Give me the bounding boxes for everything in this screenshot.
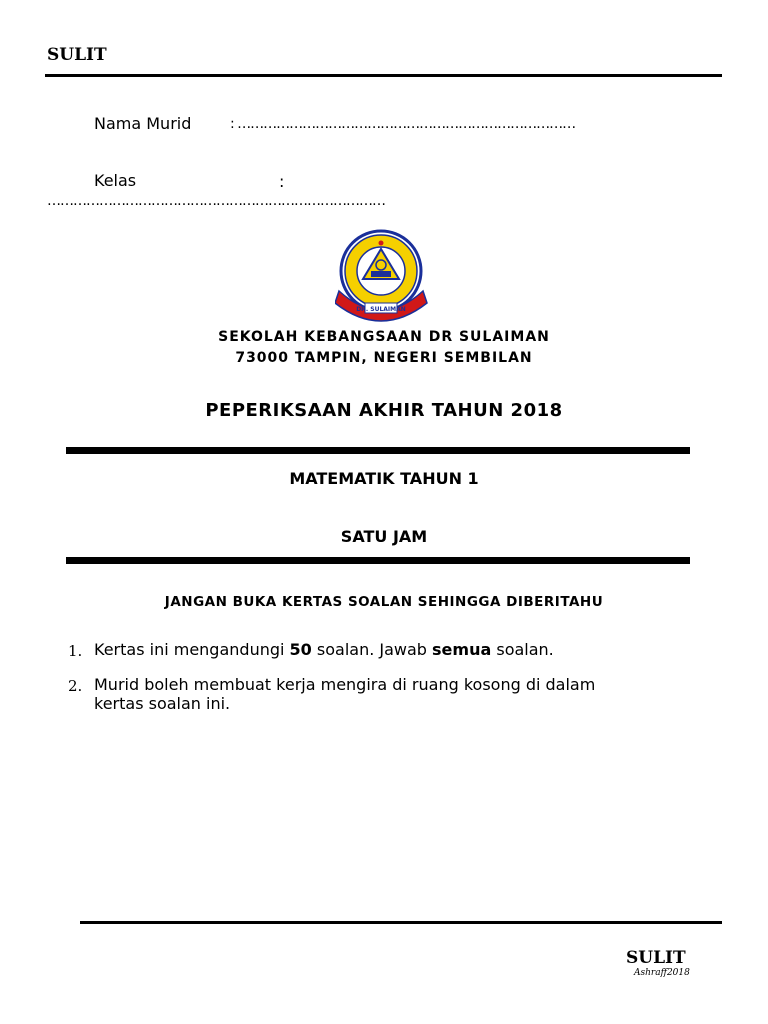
school-name: SEKOLAH KEBANGSAAN DR SULAIMAN — [218, 329, 550, 345]
exam-duration: SATU JAM — [340, 527, 428, 546]
instruction-text: soalan. Jawab — [311, 640, 433, 659]
footer-credit: Ashraff2018 — [634, 968, 690, 978]
instruction-2-line1: Murid boleh membuat kerja mengira di ruang kosong di dalam — [94, 675, 596, 694]
instruction-number: 2. — [68, 677, 83, 695]
class-label: Kelas — [94, 171, 137, 190]
question-count: 50 — [289, 640, 312, 659]
class-colon: : — [279, 172, 285, 191]
class-field[interactable]: …………………………………………………………………… — [47, 193, 385, 209]
name-label: Nama Murid — [94, 114, 192, 133]
answer-all-emphasis: semua — [432, 640, 492, 659]
instruction-text: Kertas ini mengandungi — [94, 640, 290, 659]
title-rule-top — [66, 447, 690, 454]
school-address: 73000 TAMPIN, NEGERI SEMBILAN — [235, 350, 533, 366]
logo-banner-text: DR. SULAIMAN — [356, 306, 406, 313]
school-logo — [335, 229, 428, 324]
exam-warning: JANGAN BUKA KERTAS SOALAN SEHINGGA DIBERITAHU — [164, 594, 604, 610]
instruction-text: soalan. — [491, 640, 554, 659]
footer-sulit: SULIT — [626, 948, 686, 968]
name-field[interactable]: : …………………………………………………………………… — [230, 116, 576, 132]
instruction-number: 1. — [68, 642, 83, 660]
exam-title: PEPERIKSAAN AKHIR TAHUN 2018 — [205, 400, 563, 421]
instruction-2-line2: kertas soalan ini. — [94, 694, 231, 713]
instruction-1 — [94, 640, 554, 659]
header-rule — [45, 74, 722, 77]
footer-rule — [80, 921, 722, 924]
exam-subject: MATEMATIK TAHUN 1 — [289, 469, 479, 488]
title-rule-bottom — [66, 557, 690, 564]
header-sulit: SULIT — [47, 45, 107, 65]
